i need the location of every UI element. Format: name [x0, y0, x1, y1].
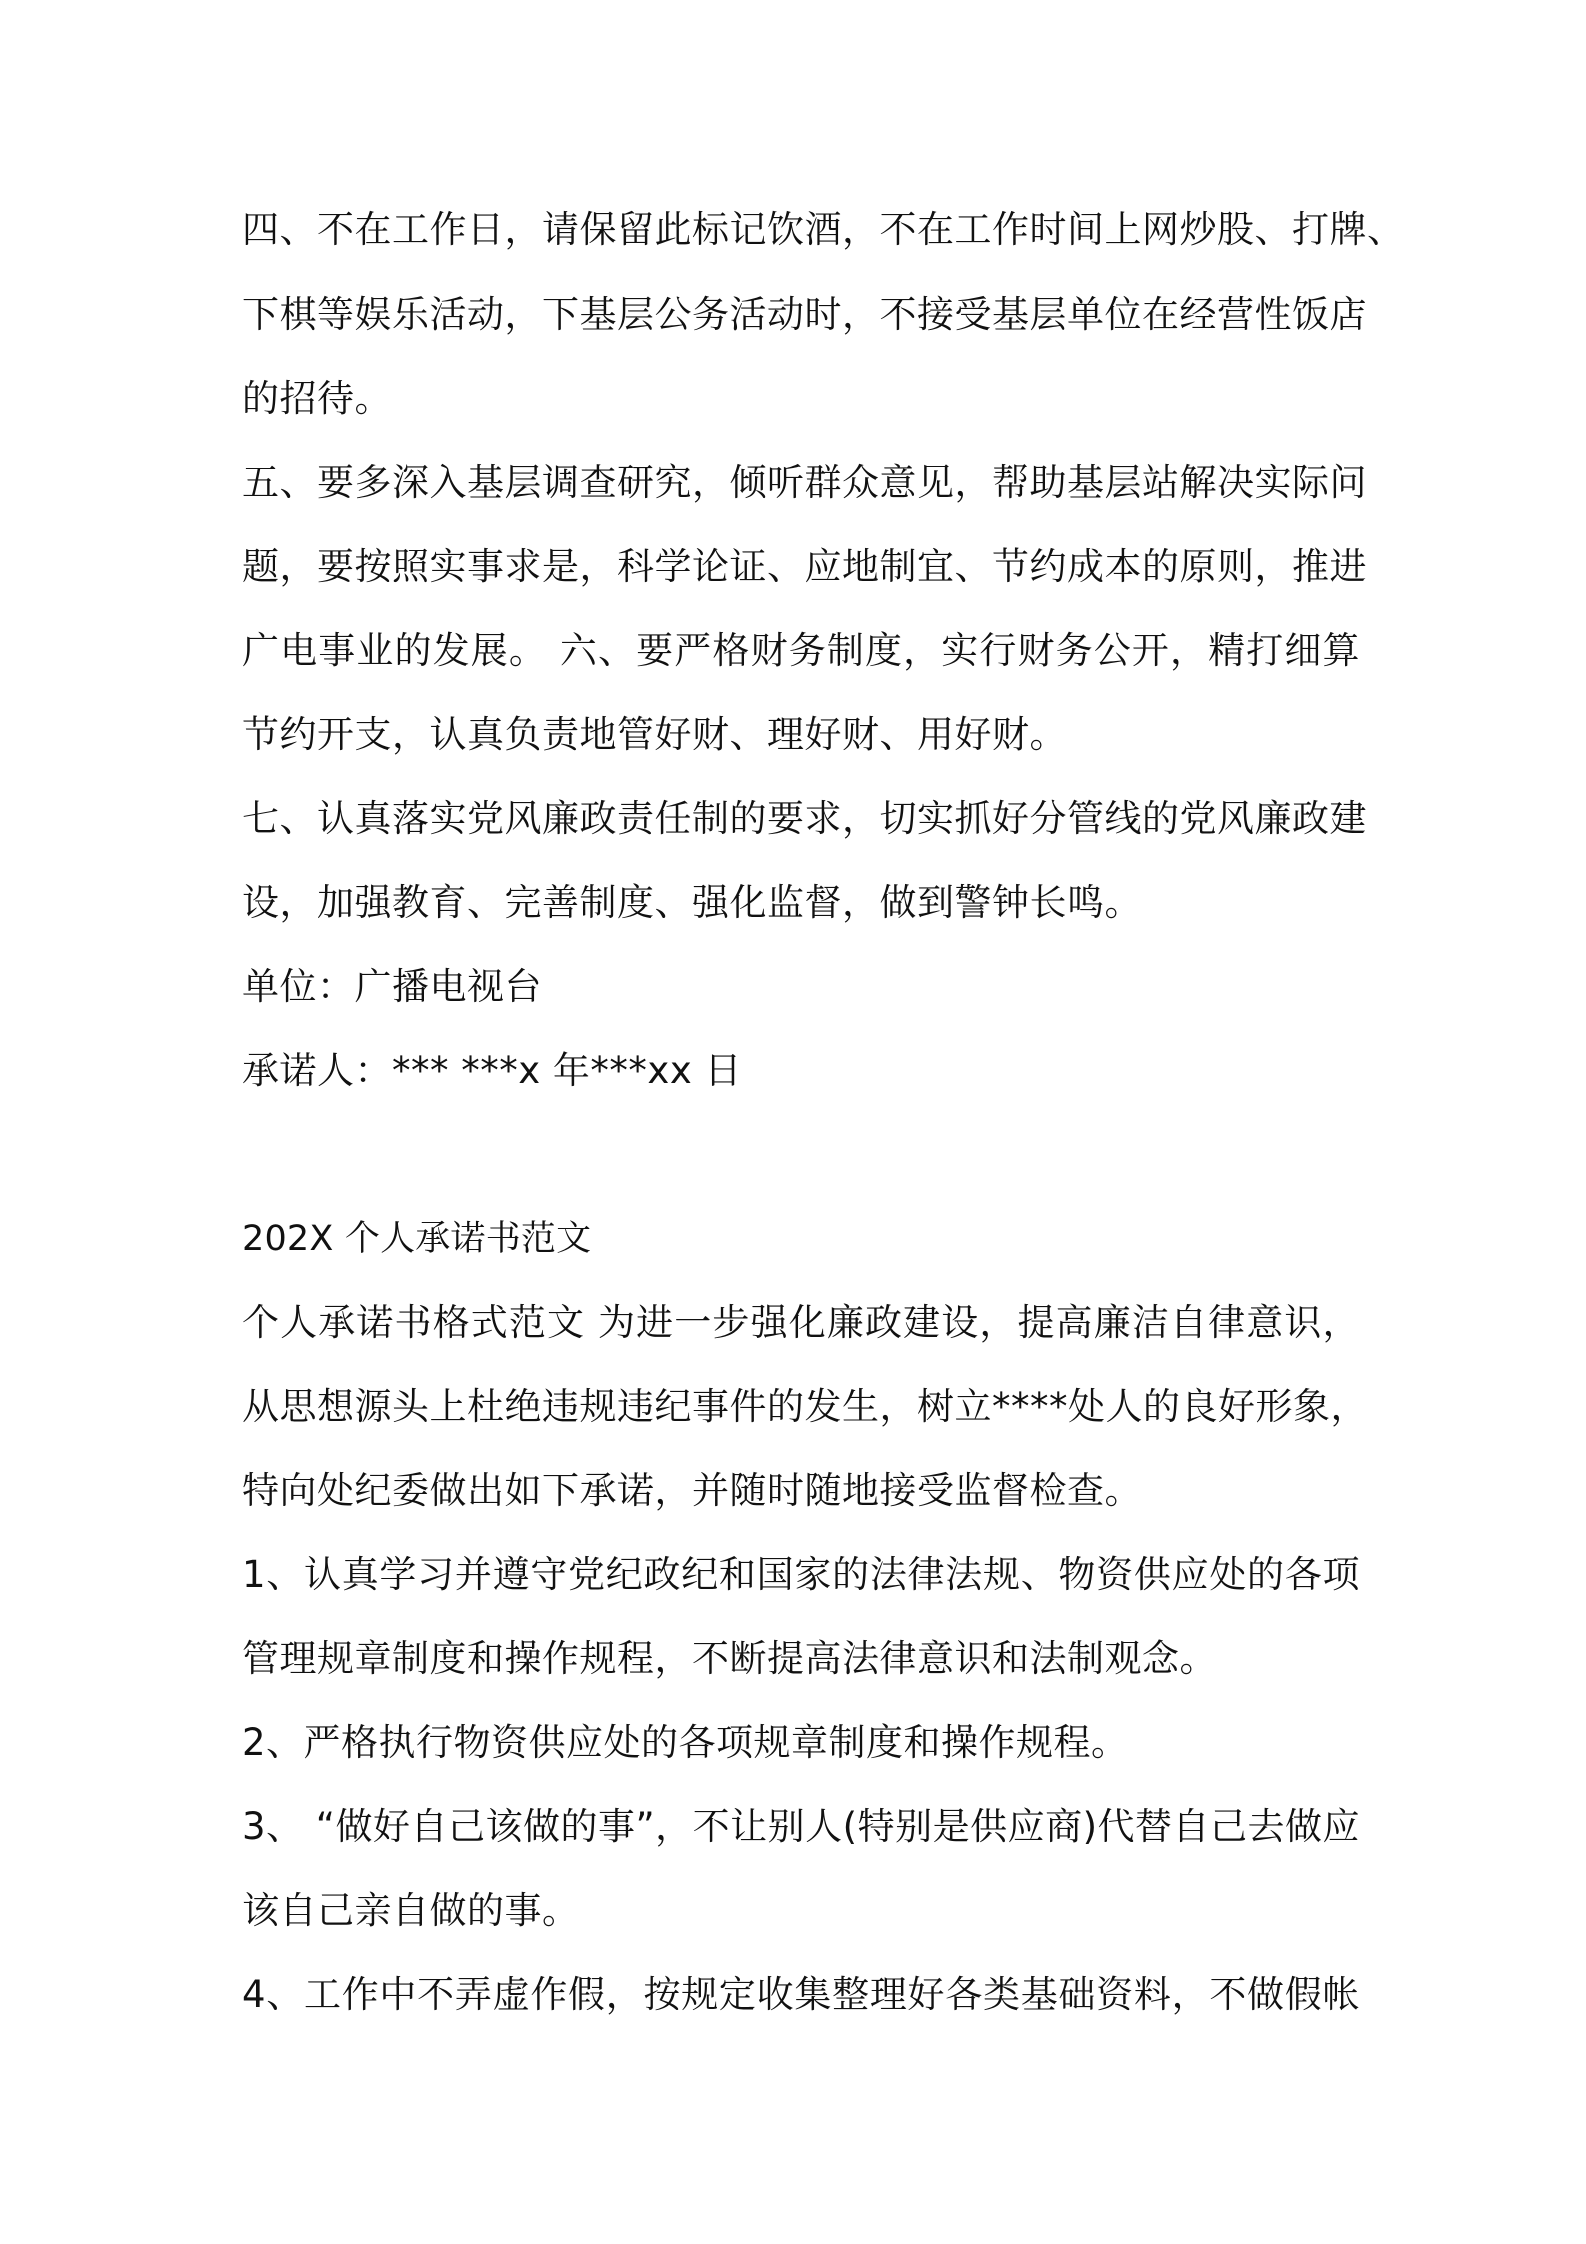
item-3-line-2: 该自己亲自做的事。 — [242, 1889, 580, 1932]
paragraph-6-line-2: 节约开支，认真负责地管好财、理好财、用好财。 — [242, 713, 1067, 756]
item-4-line-1: 4、工作中不弄虚作假，按规定收集整理好各类基础资料，不做假帐 — [242, 1973, 1360, 2016]
section-title: 202X 个人承诺书范文 — [242, 1219, 592, 1259]
intro-line-1: 个人承诺书格式范文 为进一步强化廉政建设，提高廉洁自律意识， — [242, 1301, 1360, 1344]
paragraph-5-line-1: 五、要多深入基层调查研究，倾听群众意见，帮助基层站解决实际问 — [242, 461, 1367, 504]
intro-line-2: 从思想源头上杜绝违规违纪事件的发生，树立****处人的良好形象， — [242, 1385, 1368, 1428]
item-1-line-1: 1、认真学习并遵守党纪政纪和国家的法律法规、物资供应处的各项 — [242, 1553, 1360, 1596]
intro-line-3: 特向处纪委做出如下承诺，并随时随地接受监督检查。 — [242, 1469, 1142, 1512]
item-3-line-1: 3、 “做好自己该做的事”，不让别人(特别是供应商)代替自己去做应 — [242, 1805, 1361, 1848]
paragraph-4-line-2: 下棋等娱乐活动，下基层公务活动时，不接受基层单位在经营性饭店 — [242, 293, 1367, 336]
promisor-date-line: 承诺人：*** ***x 年***xx 日 — [242, 1049, 742, 1092]
item-1-line-2: 管理规章制度和操作规程，不断提高法律意识和法制观念。 — [242, 1637, 1217, 1680]
paragraph-7-line-1: 七、认真落实党风廉政责任制的要求，切实抓好分管线的党风廉政建 — [242, 797, 1367, 840]
item-2-line: 2、严格执行物资供应处的各项规章制度和操作规程。 — [242, 1721, 1129, 1764]
organization-line: 单位：广播电视台 — [242, 965, 542, 1008]
paragraph-4-line-3: 的招待。 — [242, 377, 392, 420]
paragraph-5-line-3: 广电事业的发展。 六、要严格财务制度，实行财务公开，精打细算 — [242, 629, 1360, 672]
paragraph-5-line-2: 题，要按照实事求是，科学论证、应地制宜、节约成本的原则，推进 — [242, 545, 1367, 588]
paragraph-7-line-2: 设，加强教育、完善制度、强化监督，做到警钟长鸣。 — [242, 881, 1142, 924]
paragraph-4-line-1: 四、不在工作日，请保留此标记饮酒，不在工作时间上网炒股、打牌、 — [242, 208, 1405, 251]
